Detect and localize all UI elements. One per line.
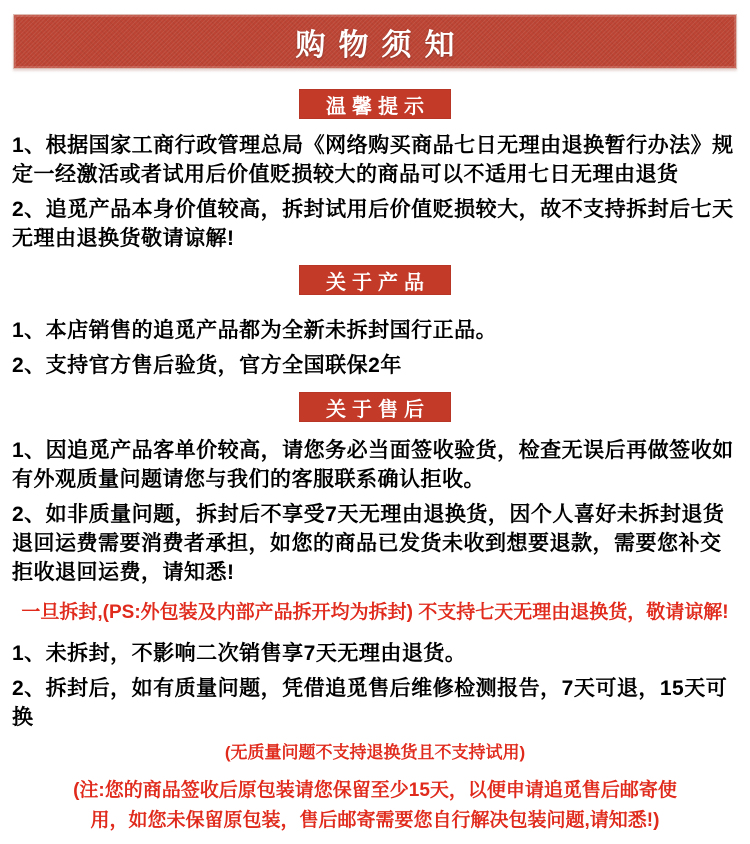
list-item: 1、本店销售的追觅产品都为全新未拆封国行正品。 — [12, 319, 498, 342]
list-item: 2、如非质量问题，拆封后不享受7天无理由退换货，因个人喜好未拆封退货退回运费需要消费者承担，如您的商品已发货未收到想要退款，需要您补交拒收退回运费，请知悉! — [12, 503, 725, 584]
section-header-product-label: 关于产品 — [326, 271, 430, 294]
no-quality-warning: (无质量问题不支持退换货且不支持试用) — [224, 743, 526, 762]
list-item: 1、因追觅产品客单价较高，请您务必当面签收验货，检查无误后再做签收如有外观质量问题请您与我们的客服联系确认拒收。 — [12, 439, 734, 491]
list-item: 1、根据国家工商行政管理总局《网络购买商品七日无理由退换暂行办法》规定一经激活或者试用后价值贬损较大的商品可以不适用七日无理由退货 — [12, 134, 734, 186]
section-header-after-sale — [299, 392, 451, 422]
list-item: 2、追觅产品本身价值较高，拆封试用后价值贬损较大，故不支持拆封后七天无理由退换货敬请谅解! — [12, 198, 734, 250]
tips-list — [0, 131, 750, 253]
banner — [13, 14, 737, 69]
open-box-warning: 一旦拆封,(PS:外包装及内部产品拆开均为拆封) 不支持七天无理由退换货，敬请谅解! — [21, 602, 729, 623]
section-header-after-sale-label: 关于售后 — [326, 398, 430, 421]
section-header-tips-label: 温馨提示 — [326, 95, 430, 118]
list-item: 2、拆封后，如有质量问题，凭借追觅售后维修检测报告，7天可退，15天可换 — [12, 677, 728, 729]
list-item: 1、未拆封，不影响二次销售享7天无理由退货。 — [12, 642, 467, 665]
page-title: 购物须知 — [295, 28, 468, 62]
keep-packaging-note: (注:您的商品签收后原包装请您保留至少15天，以便申请追觅售后邮寄使用，如您未保留原包装，售后邮寄需要您自行解决包装问题,请知悉!) — [73, 780, 677, 831]
unpacking-rules-list — [0, 639, 750, 732]
section-header-product — [299, 265, 451, 295]
after-sale-list — [0, 436, 750, 587]
list-item: 2、支持官方售后验货，官方全国联保2年 — [12, 354, 402, 377]
product-list — [0, 316, 750, 380]
section-header-tips — [299, 89, 451, 119]
